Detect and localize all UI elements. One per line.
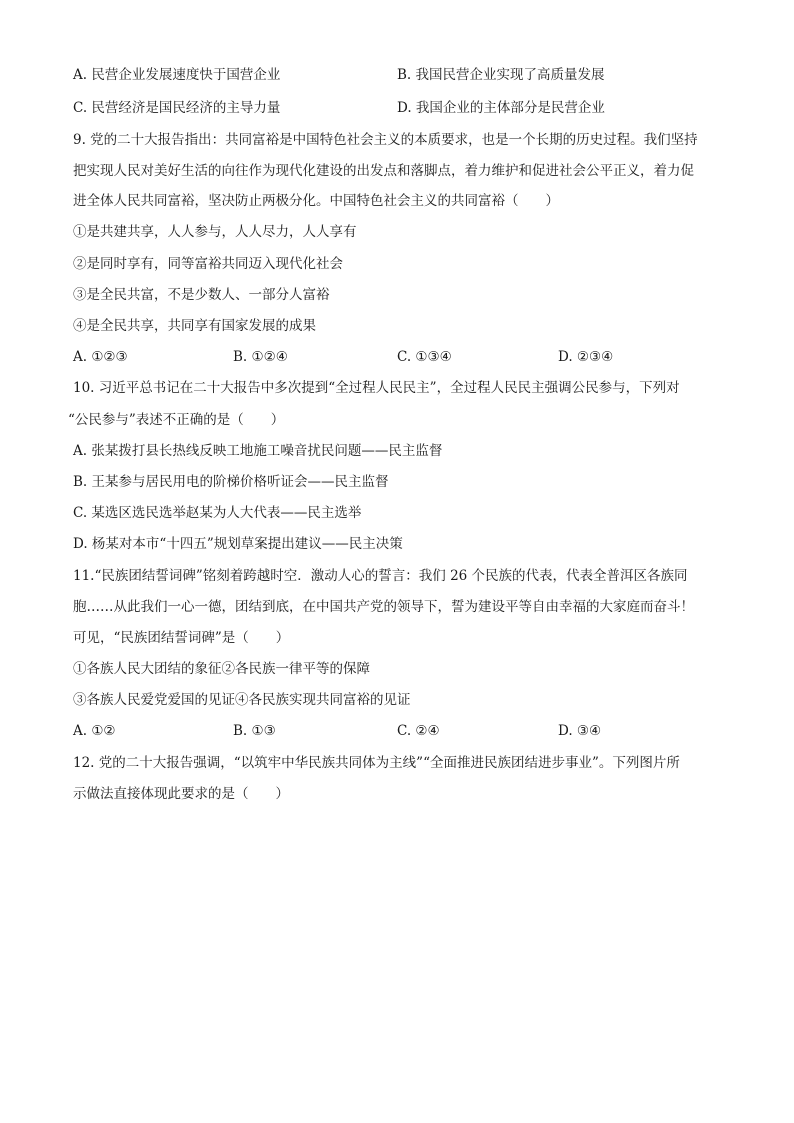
q9-item-2: ②是同时享有，同等富裕共同迈入现代化社会: [73, 256, 343, 272]
q10-stem-line1: 10. 习近平总书记在二十大报告中多次提到“全过程人民民主”，全过程人民民主强调公民参与，下列对: [73, 380, 680, 396]
q9-option-c[interactable]: C. ①③④: [397, 349, 452, 365]
q10-option-b[interactable]: B. 王某参与居民用电的阶梯价格听证会——民主监督: [73, 474, 389, 490]
q11-option-a[interactable]: A. ①②: [73, 723, 116, 739]
q8-option-b[interactable]: B. 我国民营企业实现了高质量发展: [397, 67, 605, 83]
q9-item-1: ①是共建共享，人人参与，人人尽力，人人享有: [73, 224, 357, 240]
q9-stem-line3: 进全体人民共同富裕，坚决防止两极分化。中国特色社会主义的共同富裕（ ）: [73, 193, 559, 209]
q11-stem-line1: 11.“民族团结誓词碑”铭刻着跨越时空．激动人心的誓言：我们 26 个民族的代表，代表全普洱区各族同: [73, 568, 688, 584]
q8-option-d[interactable]: D. 我国企业的主体部分是民营企业: [397, 100, 605, 116]
q9-item-4: ④是全民共享，共同享有国家发展的成果: [73, 318, 316, 334]
q10-option-c[interactable]: C. 某选区选民选举赵某为人大代表——民主选举: [73, 505, 362, 521]
q9-option-d[interactable]: D. ②③④: [558, 349, 614, 365]
q11-stem-line3: 可见，“民族团结誓词碑”是（ ）: [73, 630, 290, 646]
q11-option-c[interactable]: C. ②④: [397, 723, 440, 739]
q9-stem-line2: 把实现人民对美好生活的向往作为现代化建设的出发点和落脚点，着力维护和促进社会公平正义，着力促: [73, 163, 694, 179]
q9-option-a[interactable]: A. ①②③: [73, 349, 128, 365]
q9-item-3: ③是全民共富，不是少数人、一部分人富裕: [73, 287, 330, 303]
q11-option-b[interactable]: B. ①③: [233, 723, 276, 739]
q10-stem-line2: “公民参与”表述不正确的是（ ）: [68, 412, 285, 428]
q9-option-b[interactable]: B. ①②④: [233, 349, 288, 365]
q8-option-a[interactable]: A. 民营企业发展速度快于国营企业: [73, 67, 281, 83]
q11-stem-line2: 胞……从此我们一心一德，团结到底，在中国共产党的领导下，誓为建设平等自由幸福的大家庭而奋斗！: [73, 599, 694, 615]
q11-option-d[interactable]: D. ③④: [558, 723, 602, 739]
q10-option-d[interactable]: D. 杨某对本市“十四五”规划草案提出建议——民主决策: [73, 536, 403, 552]
q12-stem-line1: 12. 党的二十大报告强调，“以筑牢中华民族共同体为主线”“全面推进民族团结进步事业”。下列图片所: [73, 755, 680, 771]
q12-stem-line2: 示做法直接体现此要求的是（ ）: [73, 786, 289, 802]
q11-items-3-4: ③各族人民爱党爱国的见证④各民族实现共同富裕的见证: [73, 692, 411, 708]
q11-items-1-2: ①各族人民大团结的象征②各民族一律平等的保障: [73, 661, 370, 677]
q10-option-a[interactable]: A. 张某拨打县长热线反映工地施工噪音扰民问题——民主监督: [73, 443, 443, 459]
q9-stem-line1: 9. 党的二十大报告指出：共同富裕是中国特色社会主义的本质要求，也是一个长期的历史过程。我们坚持: [73, 132, 698, 148]
q8-option-c[interactable]: C. 民营经济是国民经济的主导力量: [73, 100, 281, 116]
